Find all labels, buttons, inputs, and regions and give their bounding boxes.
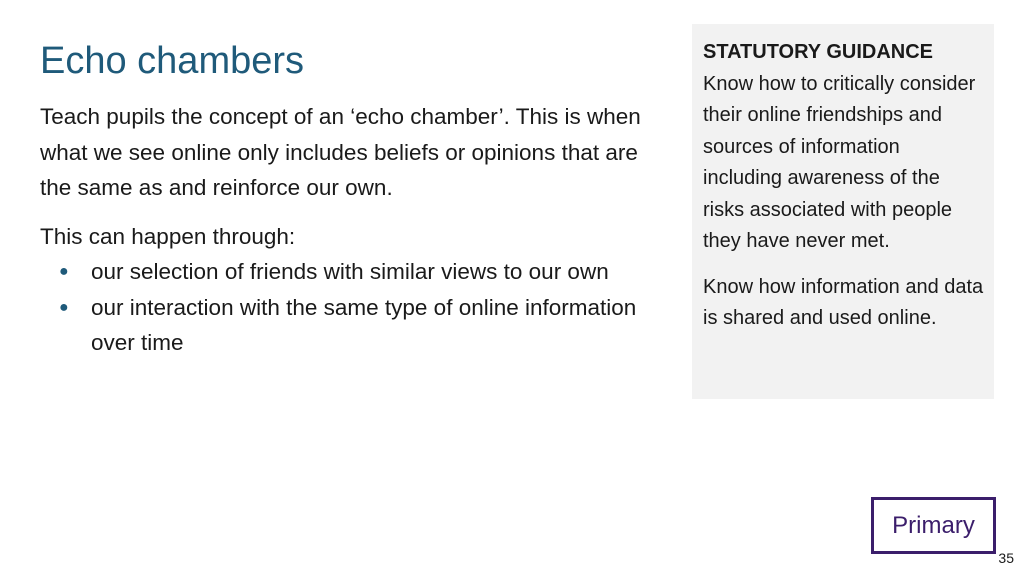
guidance-heading: STATUTORY GUIDANCE [703,41,934,63]
primary-badge [871,497,996,554]
bullet-dot-icon: ● [59,263,69,280]
main-content [40,99,670,361]
guidance-paragraph: Know how to critically consider their online friendships and sources of information including awareness of the risks associated with people they have never met. [703,72,976,252]
bullet-text: our interaction with the same type of online information over time [91,294,637,355]
bullet-dot-icon: ● [59,298,69,316]
statutory-guidance-panel [692,24,994,399]
bullet-item [59,290,670,361]
slide-title: Echo chambers [40,40,305,82]
guidance-paragraph: Know how information and data is shared and used online. [703,275,984,329]
bullet-item [59,254,670,290]
primary-badge-label: Primary [892,511,975,539]
intro-paragraph: Teach pupils the concept of an ‘echo chamber’. This is when what we see online only includes beliefs or opinions that are the same as and reinforce our own. [40,104,641,200]
bullet-text: our selection of friends with similar views to our own [91,259,609,284]
bullet-list [40,254,670,361]
lead-in-text: This can happen through: [40,223,296,249]
page-number: 35 [998,550,1014,566]
